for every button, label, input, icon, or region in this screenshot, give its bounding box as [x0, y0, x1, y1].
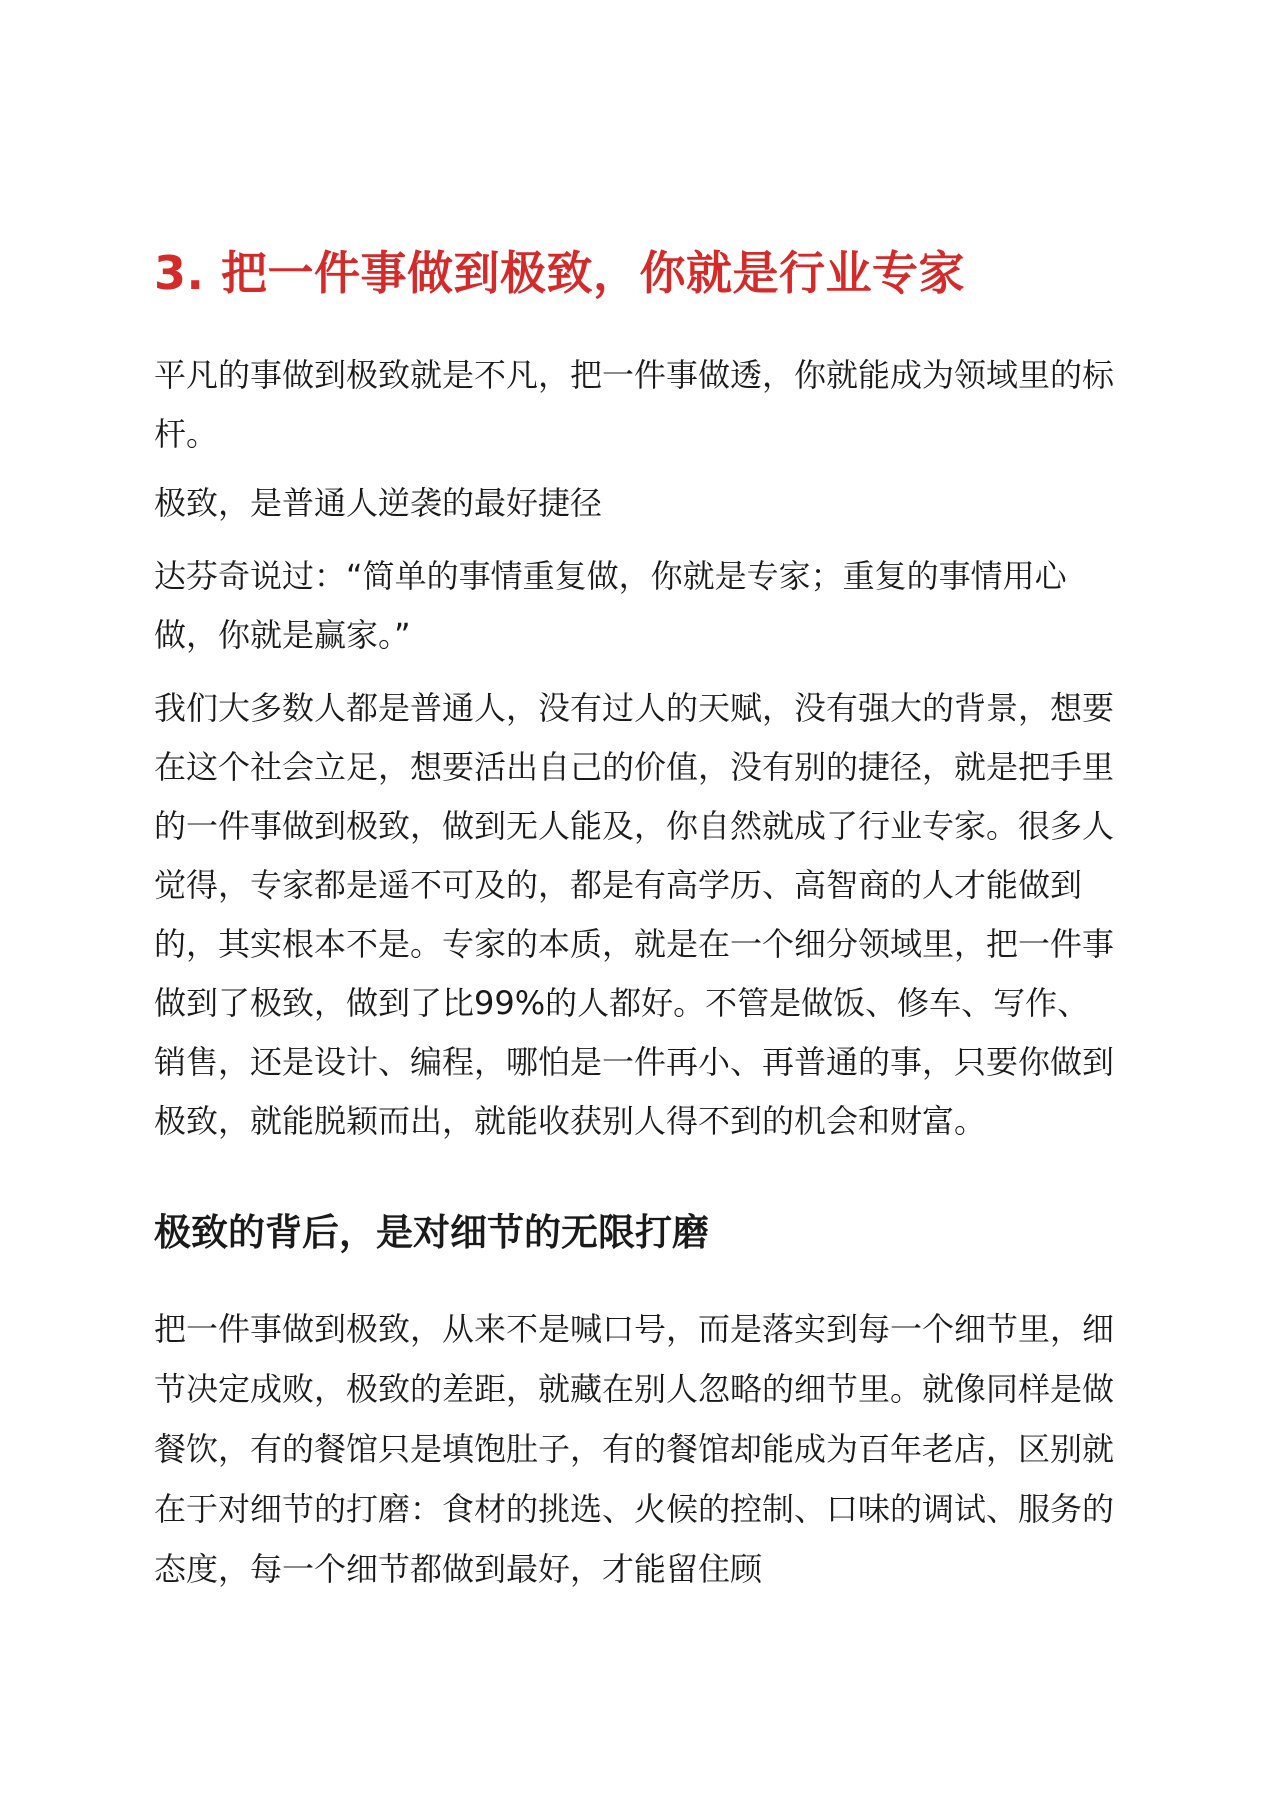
document-page — [154, 240, 1119, 1599]
subheading: 极致的背后，是对细节的无限打磨 — [154, 1211, 709, 1254]
body-paragraph: 我们大多数人都是普通人，没有过人的天赋，没有强大的背景，想要在这个社会立足，想要活出自己的价值，没有别的捷径，就是把手里的一件事做到极致，做到无人能及，你自然就成了行业专家。很多人觉得，专家都是遥不可及的，都是有高学历、高智商的人才能做到的，其实根本不是。专家的本质，就是在一个细分领域里，把一件事做到了极致，做到了比99%的人都好。不管是做饭、修车、写作、销售，还是设计、编程，哪怕是一件再小、再普通的事，只要你做到极致，就能脱颖而出，就能收获别人得不到的机会和财富。 — [154, 689, 1115, 1140]
intro-paragraph: 平凡的事做到极致就是不凡，把一件事做透，你就能成为领域里的标杆。 — [154, 356, 1115, 453]
key-point-paragraph: 极致，是普通人逆袭的最好捷径 — [154, 484, 603, 522]
detail-paragraph: 把一件事做到极致，从来不是喊口号，而是落实到每一个细节里，细节决定成败，极致的差距，就藏在别人忽略的细节里。就像同样是做餐饮，有的餐馆只是填饱肚子，有的餐馆却能成为百年老店，区别就在于对细节的打磨：食材的挑选、火候的控制、口味的调试、服务的态度，每一个细节都做到最好，才能留住顾 — [154, 1310, 1115, 1588]
section-heading: 3. 把一件事做到极致，你就是行业专家 — [154, 246, 965, 300]
quote-paragraph: 达芬奇说过：“简单的事情重复做，你就是专家；重复的事情用心做，你就是赢家。” — [154, 557, 1067, 654]
